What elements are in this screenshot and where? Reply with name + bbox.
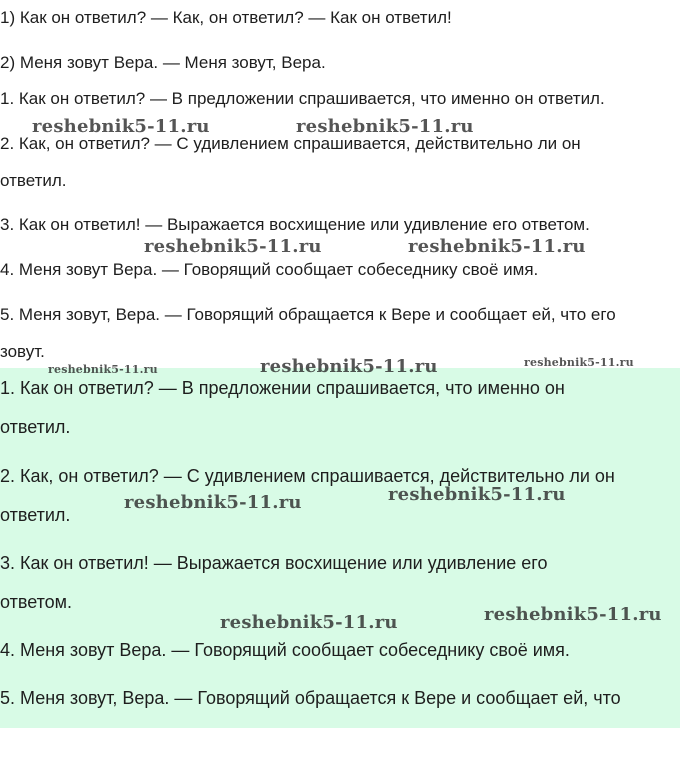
- watermark: reshebnik5-11.ru: [296, 116, 474, 137]
- green-answer-line-5: 5. Меня зовут, Вера. — Говорящий обращается к Вере и сообщает ей, что: [0, 688, 621, 708]
- green-answer-line-4: 4. Меня зовут Вера. — Говорящий сообщает собеседнику своё имя.: [0, 640, 570, 660]
- watermark: reshebnik5-11.ru: [408, 236, 586, 257]
- answer-line-2-cont: ответил.: [0, 171, 67, 190]
- watermark: reshebnik5-11.ru: [48, 363, 158, 376]
- watermark: reshebnik5-11.ru: [388, 484, 566, 505]
- green-answer-line-1: 1. Как он ответил? — В предложении спрашивается, что именно он: [0, 378, 565, 398]
- answer-line-3: 3. Как он ответил! — Выражается восхищение или удивление его ответом.: [0, 215, 590, 234]
- task-line-1: 1) Как он ответил? — Как, он ответил? — Как он ответил!: [0, 8, 452, 27]
- answer-line-1: 1. Как он ответил? — В предложении спрашивается, что именно он ответил.: [0, 89, 605, 108]
- watermark: reshebnik5-11.ru: [260, 356, 438, 377]
- answer-line-2: 2. Как, он ответил? — С удивлением спрашивается, действительно ли он: [0, 134, 581, 153]
- green-answer-line-1-cont: ответил.: [0, 417, 71, 437]
- task-line-2: 2) Меня зовут Вера. — Меня зовут, Вера.: [0, 53, 326, 72]
- answer-line-4: 4. Меня зовут Вера. — Говорящий сообщает собеседнику своё имя.: [0, 260, 539, 279]
- green-answer-line-2-cont: ответил.: [0, 505, 71, 525]
- green-answer-line-3-cont: ответом.: [0, 592, 73, 612]
- green-answer-line-3: 3. Как он ответил! — Выражается восхищение или удивление его: [0, 553, 548, 573]
- watermark: reshebnik5-11.ru: [220, 612, 398, 633]
- watermark: reshebnik5-11.ru: [32, 116, 210, 137]
- watermark: reshebnik5-11.ru: [484, 604, 662, 625]
- watermark: reshebnik5-11.ru: [524, 356, 634, 369]
- watermark: reshebnik5-11.ru: [144, 236, 322, 257]
- answer-line-5: 5. Меня зовут, Вера. — Говорящий обращается к Вере и сообщает ей, что его: [0, 305, 616, 324]
- answer-line-5-cont: зовут.: [0, 342, 45, 361]
- green-answer-line-2: 2. Как, он ответил? — С удивлением спрашивается, действительно ли он: [0, 466, 615, 486]
- green-answer-block: [0, 368, 680, 728]
- watermark: reshebnik5-11.ru: [124, 492, 302, 513]
